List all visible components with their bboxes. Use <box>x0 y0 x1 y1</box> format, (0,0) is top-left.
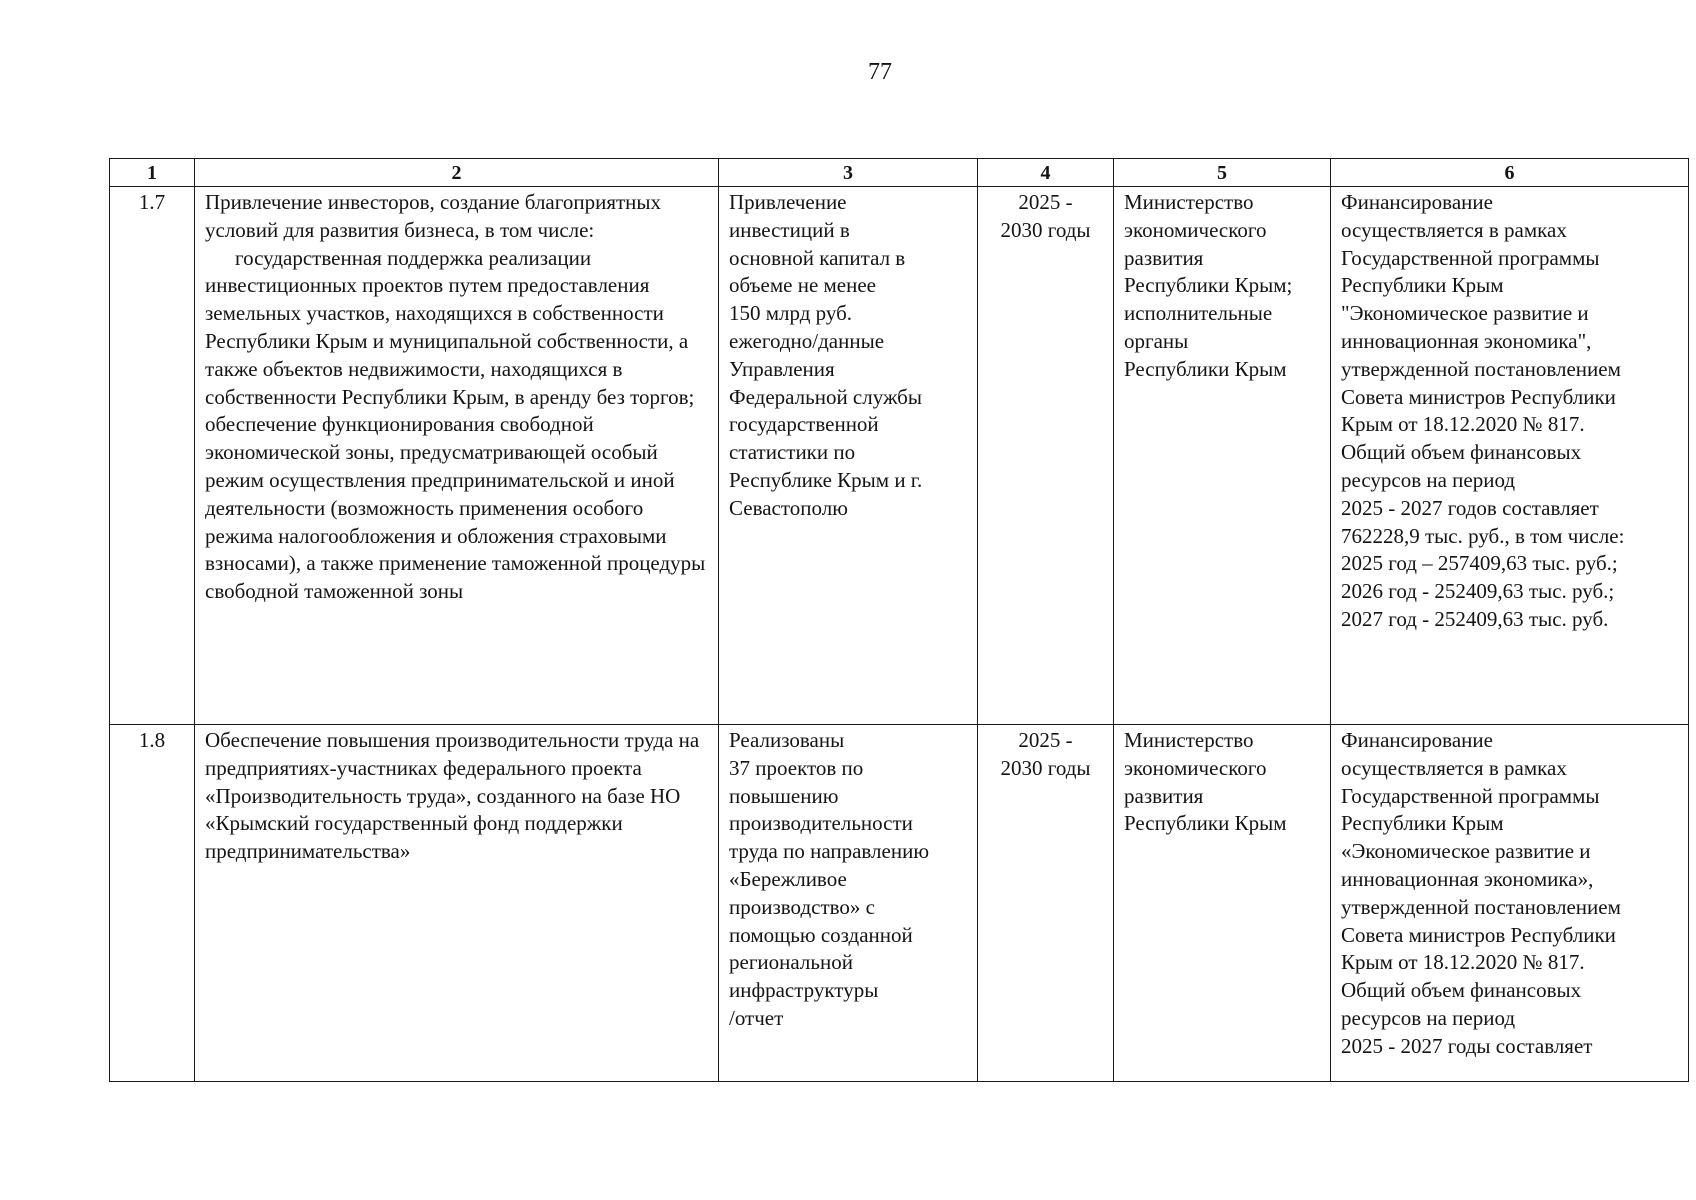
row-number: 1.8 <box>110 725 195 1082</box>
column-header: 6 <box>1331 159 1689 187</box>
period-cell: 2025 - 2030 годы <box>978 725 1114 1082</box>
page-number: 77 <box>868 59 892 85</box>
financing-cell: Финансирование осуществляется в рамках Государственной программы Республики Крым "Экономическое развитие и инновационная экономика", утвержденной постановлением Совета министров Республики Крым от 18.12.2020 № 817. Общий объем финансовых ресурсов на период 2025 - 2027 годов составляет 762228,9 тыс. руб., в том числе: 2025 год – 257409,63 тыс. руб.; 2026 год - 252409,63 тыс. руб.; 2027 год - 252409,63 тыс. руб. <box>1331 187 1689 725</box>
column-header: 3 <box>719 159 978 187</box>
measure-description: Обеспечение повышения производительности труда на предприятиях-участниках федерального проекта «Производительность труда», созданного на базе НО «Крымский государственный фонд поддержки предпринимательства» <box>195 725 719 1082</box>
table-row <box>110 187 1689 725</box>
indicator-cell: Привлечение инвестиций в основной капитал в объеме не менее 150 млрд руб. ежегодно/данные Управления Федеральной службы государственной статистики по Республике Крым и г. Севастополю <box>719 187 978 725</box>
column-header: 4 <box>978 159 1114 187</box>
column-header: 2 <box>195 159 719 187</box>
financing-cell: Финансирование осуществляется в рамках Государственной программы Республики Крым «Экономическое развитие и инновационная экономика», утвержденной постановлением Совета министров Республики Крым от 18.12.2020 № 817. Общий объем финансовых ресурсов на период 2025 - 2027 годы составляет <box>1331 725 1689 1082</box>
column-header: 5 <box>1114 159 1331 187</box>
column-header: 1 <box>110 159 195 187</box>
measures-table <box>109 158 1689 1082</box>
executor-cell: Министерство экономического развития Республики Крым <box>1114 725 1331 1082</box>
executor-cell: Министерство экономического развития Республики Крым; исполнительные органы Республики Крым <box>1114 187 1331 725</box>
table-header-row <box>110 159 1689 187</box>
period-cell: 2025 - 2030 годы <box>978 187 1114 725</box>
description-item: обеспечение функционирования свободной экономической зоны, предусматривающей особый режим осуществления предпринимательской и иной деятельности (возможность применения особого режима налогообложения и обложения страховыми взносами), а также применение таможенной процедуры свободной таможенной зоны <box>205 412 706 604</box>
description-intro: Привлечение инвесторов, создание благоприятных условий для развития бизнеса, в том числе: <box>205 190 662 242</box>
table-row <box>110 725 1689 1082</box>
indicator-cell: Реализованы 37 проектов по повышению производительности труда по направлению «Бережливое производство» с помощью созданной региональной инфраструктуры /отчет <box>719 725 978 1082</box>
description-item: государственная поддержка реализации инвестиционных проектов путем предоставления земельных участков, находящихся в собственности Республики Крым и муниципальной собственности, а также объектов недвижимости, находящихся в собственности Республики Крым, в аренду без торгов; <box>205 245 695 409</box>
row-number: 1.7 <box>110 187 195 725</box>
measure-description <box>195 187 719 725</box>
